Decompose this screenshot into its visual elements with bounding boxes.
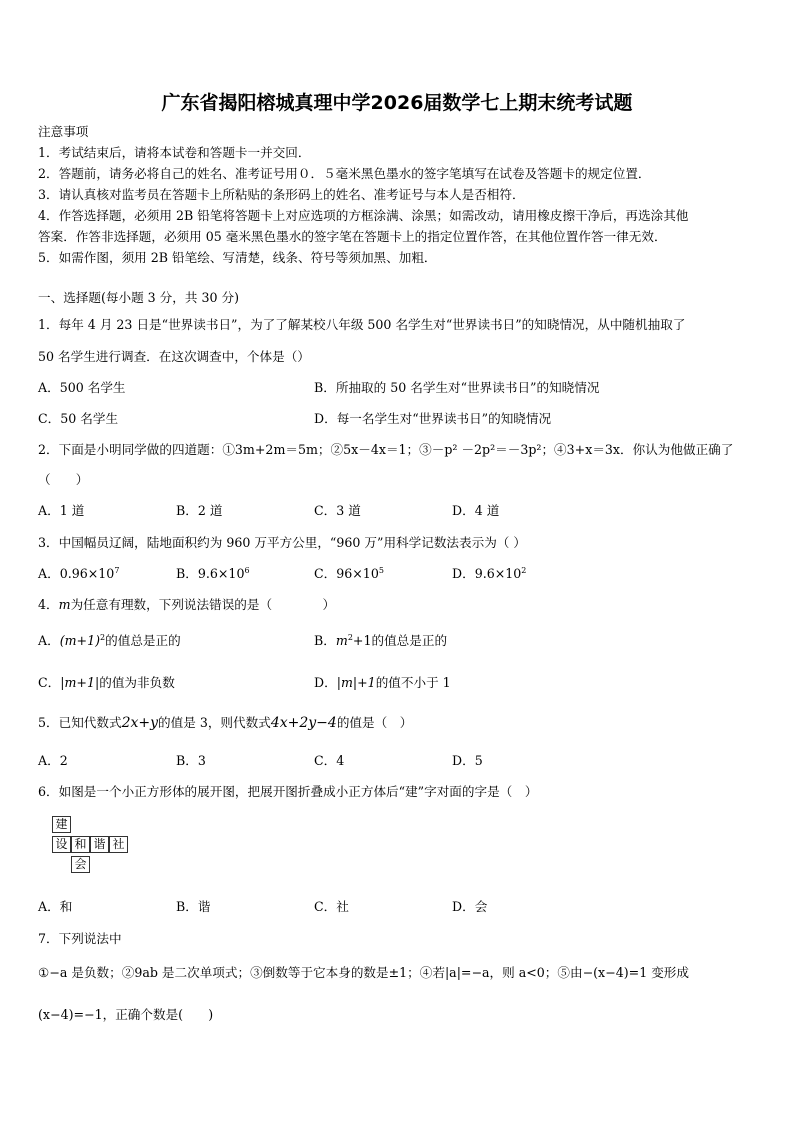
net-cell: 社 [109,836,128,853]
question-5: 5．已知代数式2x+y的值是 3，则代数式4x+2y−4的值是（ ） [38,715,413,731]
question-7-line2: (x−4)=−1，正确个数是( ) [38,1007,214,1022]
q3-option-a: A．$0.96\times 10^7$ [38,566,120,581]
q1-option-d: D．每一名学生对“世界读书日”的知晓情况 [314,411,552,426]
question-4: 4．m为任意有理数，下列说法错误的是（ ） [38,597,336,612]
q6-option-a: A．和 [38,899,73,914]
q2-option-b: B．2 道 [176,503,223,518]
net-cell: 设 [52,836,71,853]
q6-option-b: B．谐 [176,899,211,914]
question-1-line1: 1．每年 4 月 23 日是“世界读书日”，为了了解某校八年级 500 名学生对“世界读书日”的知晓情况，从中随机抽取了 [38,317,686,332]
q3-option-b: B．$9.6\times 10^6$ [176,566,250,581]
notice-heading: 注意事项 [38,124,89,139]
q5-option-c: C．4 [314,753,345,768]
question-7: 7．下列说法中 [38,931,122,946]
notice-item: 答案．作答非选择题，必须用 05 毫米黑色墨水的签字笔在答题卡上的指定位置作答，在其他位置作答一律无效． [38,229,667,244]
q2-option-d: D．4 道 [452,503,500,518]
q2-option-c: C．3 道 [314,503,361,518]
question-3: 3．中国幅员辽阔，陆地面积约为 960 万平方公里，“960 万”用科学记数法表示为（ ） [38,535,526,550]
notice-item: 1．考试结束后，请将本试卷和答题卡一并交回． [38,145,311,160]
q1-option-a: A．500 名学生 [38,380,126,395]
question-2-line1: 2．下面是小明同学做的四道题：①3m+2m＝5m；②5x－4x＝1；③－p² －2p²＝－3p²；④3+x＝3x．你认为他做正确了 [38,442,734,457]
q6-option-d: D．会 [452,899,488,914]
q5-option-b: B．3 [176,753,206,768]
q1-option-c: C．50 名学生 [38,411,119,426]
question-2-line2: （ ） [38,472,89,487]
question-1-line2: 50 名学生进行调查．在这次调查中，个体是（） [38,349,310,364]
q1-option-b: B．所抽取的 50 名学生对“世界读书日”的知晓情况 [314,380,600,395]
section-heading: 一、选择题(每小题 3 分，共 30 分) [38,290,240,305]
notice-item: 4．作答选择题，必须用 2B 铅笔将答题卡上对应选项的方框涂满、涂黑；如需改动，请用橡皮擦干净后，再选涂其他 [38,208,689,223]
q5-option-a: A．2 [38,753,68,768]
notice-item: 3．请认真核对监考员在答题卡上所粘贴的条形码上的姓名、准考证号与本人是否相符． [38,187,525,202]
notice-item: 5．如需作图，须用 2B 铅笔绘、写清楚，线条、符号等须加黑、加粗． [38,250,437,265]
q6-option-c: C．社 [314,899,349,914]
q3-option-c: C．$96\times 10^5$ [314,566,384,581]
q2-option-a: A．1 道 [38,503,85,518]
notice-item: 2．答题前，请务必将自己的姓名、准考证号用０．５毫米黑色墨水的签字笔填写在试卷及答题卡的规定位置． [38,166,651,181]
net-cell: 和 [71,836,90,853]
question-7-line1: ①−a 是负数；②9ab 是二次单项式；③倒数等于它本身的数是±1；④若|a|=−a，则 a<0；⑤由−(x−4)=1 变形成 [38,965,689,980]
net-cell: 建 [52,816,71,833]
page-title: 广东省揭阳榕城真理中学2026届数学七上期末统考试题 [161,92,633,114]
net-cell: 会 [71,856,90,873]
question-6: 6．如图是一个小正方形体的展开图，把展开图折叠成小正方体后“建”字对面的字是（ ） [38,784,538,799]
q4-option-b: B．$m^2+1$的值总是正的 [314,633,448,648]
q5-option-d: D．5 [452,753,483,768]
q4-option-c: C．|m+1|的值为非负数 [38,675,175,690]
q4-option-a: A．$(m+1)^2$的值总是正的 [38,633,181,648]
q4-option-d: D．|m|+1的值不小于 1 [314,675,451,690]
q3-option-d: D．$9.6\times 10^2$ [452,566,527,581]
net-cell: 谐 [90,836,109,853]
